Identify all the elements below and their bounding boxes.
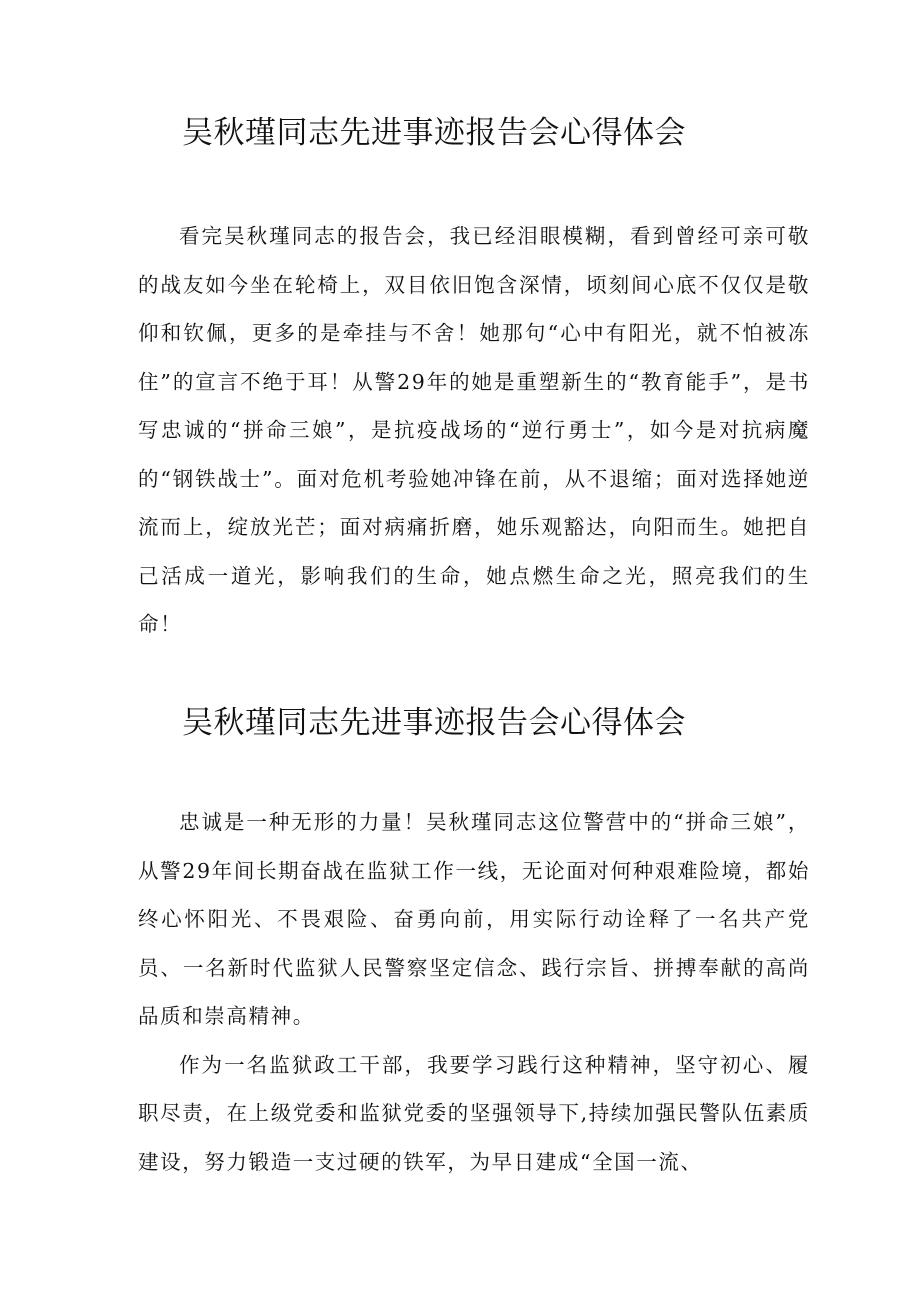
section-body [138, 798, 810, 1186]
article-section-2 [138, 698, 810, 1186]
section-body [138, 212, 810, 649]
body-paragraph: 作为一名监狱政工干部，我要学习践行这种精神，坚守初心、履职尽责，在上级党委和监狱党委的坚强领导下,持续加强民警队伍素质建设，努力锻造一支过硬的铁军，为早日建成“全国一流、 [138, 1052, 810, 1174]
article-section-1 [138, 108, 810, 649]
body-paragraph: 忠诚是一种无形的力量！吴秋瑾同志这位警营中的“拼命三娘”，从警29年间长期奋战在监狱工作一线，无论面对何种艰难险境，都始终心怀阳光、不畏艰险、奋勇向前，用实际行动诠释了一名共产党员、一名新时代监狱人民警察坚定信念、践行宗旨、拼搏奉献的高尚品质和崇高精神。 [138, 810, 810, 1028]
body-paragraph: 看完吴秋瑾同志的报告会，我已经泪眼模糊，看到曾经可亲可敬的战友如今坐在轮椅上，双目依旧饱含深情，顷刻间心底不仅仅是敬仰和钦佩，更多的是牵挂与不舍！她那句“心中有阳光，就不怕被冻住”的宣言不绝于耳！从警29年的她是重塑新生的“教育能手”，是书写忠诚的“拼命三娘”，是抗疫战场的“逆行勇士”，如今是对抗病魔的“钢铁战士”。面对危机考验她冲锋在前，从不退缩；面对选择她逆流而上，绽放光芒；面对病痛折磨，她乐观豁达，向阳而生。她把自己活成一道光，影响我们的生命，她点燃生命之光，照亮我们的生命！ [138, 224, 810, 636]
section-title: 吴秋瑾同志先进事迹报告会心得体会 [182, 705, 686, 741]
section-title: 吴秋瑾同志先进事迹报告会心得体会 [182, 115, 686, 151]
